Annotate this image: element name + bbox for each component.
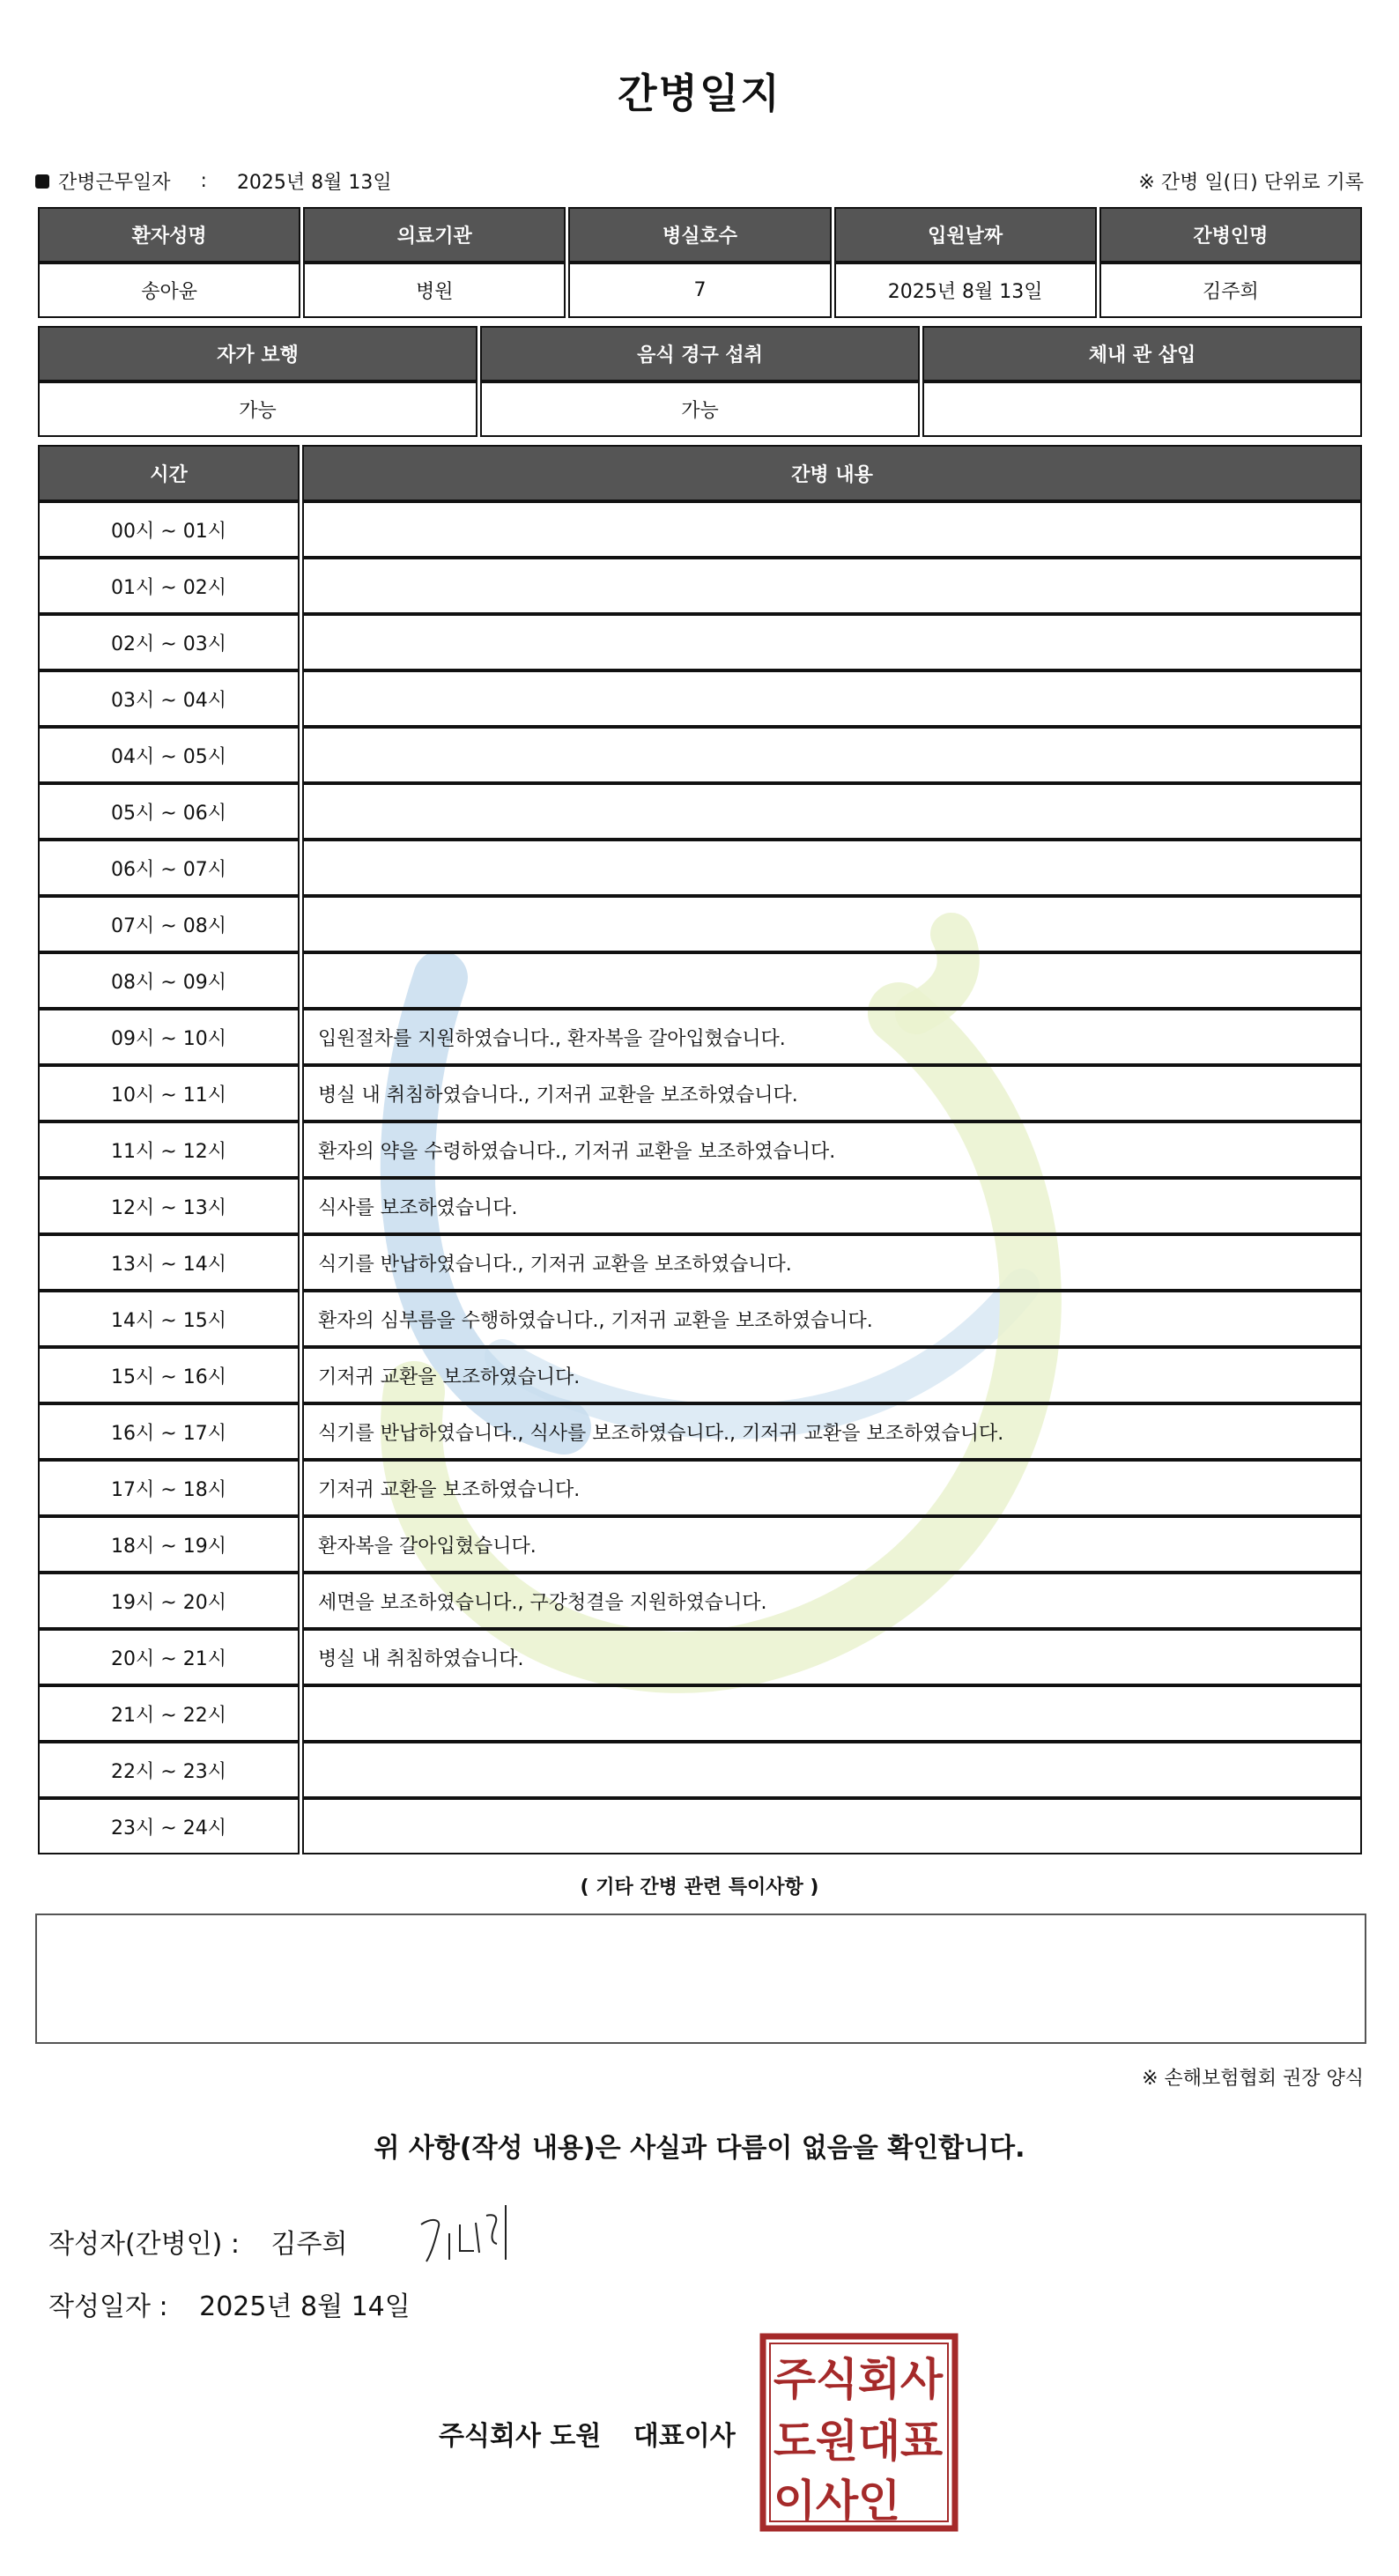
info-value-0: 송아윤 [38,263,300,318]
log-content-cell: 식사를 보조하였습니다. [302,1178,1362,1234]
log-content-cell: 병실 내 취침하였습니다., 기저귀 교환을 보조하였습니다. [302,1065,1362,1121]
writer-name: 김주희 [270,2229,348,2260]
log-content-cell: 세면을 보조하였습니다., 구강청결을 지원하였습니다. [302,1573,1362,1629]
log-content-cell: 식기를 반납하였습니다., 식사를 보조하였습니다., 기저귀 교환을 보조하였습니다. [302,1403,1362,1460]
patient-status-table [35,326,1365,437]
log-time-cell: 15시 ~ 16시 [38,1347,300,1403]
log-content-cell [302,896,1362,952]
care-log-table [35,445,1365,1854]
log-time-cell: 08시 ~ 09시 [38,952,300,1009]
status-value-2 [922,381,1362,437]
log-row [38,1516,1362,1573]
written-date-line [48,2284,411,2323]
writer-line [48,2222,347,2261]
log-content-cell [302,727,1362,783]
log-content-cell [302,952,1362,1009]
log-time-cell: 18시 ~ 19시 [38,1516,300,1573]
log-row [38,1065,1362,1121]
seal-char: 대 [857,2416,901,2467]
log-time-cell: 11시 ~ 12시 [38,1121,300,1178]
log-time-cell: 14시 ~ 15시 [38,1291,300,1347]
log-row [38,1009,1362,1065]
status-header-1: 음식 경구 섭취 [480,326,920,381]
log-time-cell: 19시 ~ 20시 [38,1573,300,1629]
log-time-cell: 20시 ~ 21시 [38,1629,300,1685]
log-row [38,1291,1362,1347]
log-content-cell: 환자의 심부름을 수행하였습니다., 기저귀 교환을 보조하였습니다. [302,1291,1362,1347]
log-row [38,1178,1362,1234]
log-row [38,1573,1362,1629]
log-row [38,783,1362,840]
status-value-1: 가능 [480,381,920,437]
log-row [38,1347,1362,1403]
company-seal-stamp [759,2333,959,2532]
log-time-cell: 23시 ~ 24시 [38,1798,300,1854]
log-time-cell: 05시 ~ 06시 [38,783,300,840]
log-row [38,1460,1362,1516]
content-header: 간병 내용 [302,445,1362,501]
log-time-cell: 22시 ~ 23시 [38,1742,300,1798]
special-notes-box [35,1913,1366,2044]
time-header: 시간 [38,445,300,501]
work-date-line [35,167,392,195]
info-header-2: 병실호수 [568,207,831,263]
confirmation-statement: 위 사항(작성 내용)은 사실과 다름이 없음을 확인합니다. [374,2133,1025,2164]
log-row [38,558,1362,614]
log-time-cell: 06시 ~ 07시 [38,840,300,896]
log-row [38,670,1362,727]
handwritten-signature [414,2198,537,2269]
log-time-cell: 13시 ~ 14시 [38,1234,300,1291]
log-content-cell: 병실 내 취침하였습니다. [302,1629,1362,1685]
seal-char: 식 [815,2354,859,2405]
patient-info-table [35,207,1365,318]
info-value-2: 7 [568,263,831,318]
log-time-cell: 02시 ~ 03시 [38,614,300,670]
log-content-cell [302,558,1362,614]
log-time-cell: 00시 ~ 01시 [38,501,300,558]
log-time-cell: 01시 ~ 02시 [38,558,300,614]
log-row [38,1798,1362,1854]
special-notes-label: ( 기타 간병 관련 특이사항 ) [580,1876,819,1899]
bullet-square-icon [35,174,49,189]
work-date-label: 간병근무일자 [58,172,171,194]
info-value-4: 김주희 [1099,263,1362,318]
log-content-cell [302,1742,1362,1798]
seal-char: 사 [815,2476,859,2527]
seal-char: 사 [899,2354,944,2405]
log-time-cell: 10시 ~ 11시 [38,1065,300,1121]
seal-char: 표 [899,2416,944,2467]
info-header-0: 환자성명 [38,207,300,263]
seal-char: 인 [857,2476,901,2527]
info-header-3: 입원날짜 [834,207,1097,263]
log-content-cell [302,501,1362,558]
company-name: 주식회사 도원 [439,2421,602,2452]
log-content-cell: 기저귀 교환을 보조하였습니다. [302,1460,1362,1516]
log-row [38,896,1362,952]
page-title: 간병일지 [618,70,781,117]
log-time-cell: 21시 ~ 22시 [38,1685,300,1742]
writer-label: 작성자(간병인) : [48,2229,240,2260]
log-content-cell [302,614,1362,670]
log-content-cell [302,1685,1362,1742]
log-content-cell [302,783,1362,840]
log-row [38,1234,1362,1291]
log-time-cell: 09시 ~ 10시 [38,1009,300,1065]
log-content-cell [302,840,1362,896]
seal-char: 이 [773,2476,817,2527]
log-content-cell: 기저귀 교환을 보조하였습니다. [302,1347,1362,1403]
work-date-value: 2025년 8월 13일 [236,172,392,194]
log-row [38,1685,1362,1742]
log-time-cell: 03시 ~ 04시 [38,670,300,727]
log-row [38,1742,1362,1798]
log-row [38,727,1362,783]
log-row [38,501,1362,558]
log-row [38,1403,1362,1460]
log-time-cell: 16시 ~ 17시 [38,1403,300,1460]
log-content-cell: 환자복을 갈아입혔습니다. [302,1516,1362,1573]
seal-char: 주 [773,2354,817,2405]
log-content-cell: 환자의 약을 수령하였습니다., 기저귀 교환을 보조하였습니다. [302,1121,1362,1178]
info-value-1: 병원 [303,263,566,318]
log-time-cell: 07시 ~ 08시 [38,896,300,952]
log-row [38,952,1362,1009]
info-value-3: 2025년 8월 13일 [834,263,1097,318]
info-header-1: 의료기관 [303,207,566,263]
written-date-value: 2025년 8월 14일 [199,2291,411,2322]
log-content-cell: 입원절차를 지원하였습니다., 환자복을 갈아입혔습니다. [302,1009,1362,1065]
written-date-label: 작성일자 : [48,2291,168,2322]
seal-char: 회 [857,2354,901,2405]
log-row [38,840,1362,896]
company-rep: 대표이사 [633,2421,736,2452]
status-value-0: 가능 [38,381,477,437]
log-row [38,1629,1362,1685]
unit-note: ※ 간병 일(日) 단위로 기록 [1138,172,1364,194]
company-line [439,2414,736,2453]
status-header-2: 체내 관 삽입 [922,326,1362,381]
log-row [38,1121,1362,1178]
seal-char: 원 [815,2416,859,2467]
log-time-cell: 04시 ~ 05시 [38,727,300,783]
log-content-cell [302,670,1362,727]
work-date-colon: : [200,170,207,192]
recommend-note: ※ 손해보험협회 권장 양식 [1142,2068,1364,2090]
log-content-cell: 식기를 반납하였습니다., 기저귀 교환을 보조하였습니다. [302,1234,1362,1291]
status-header-0: 자가 보행 [38,326,477,381]
log-time-cell: 12시 ~ 13시 [38,1178,300,1234]
log-time-cell: 17시 ~ 18시 [38,1460,300,1516]
log-content-cell [302,1798,1362,1854]
info-header-4: 간병인명 [1099,207,1362,263]
log-row [38,614,1362,670]
seal-char: 도 [773,2416,817,2467]
